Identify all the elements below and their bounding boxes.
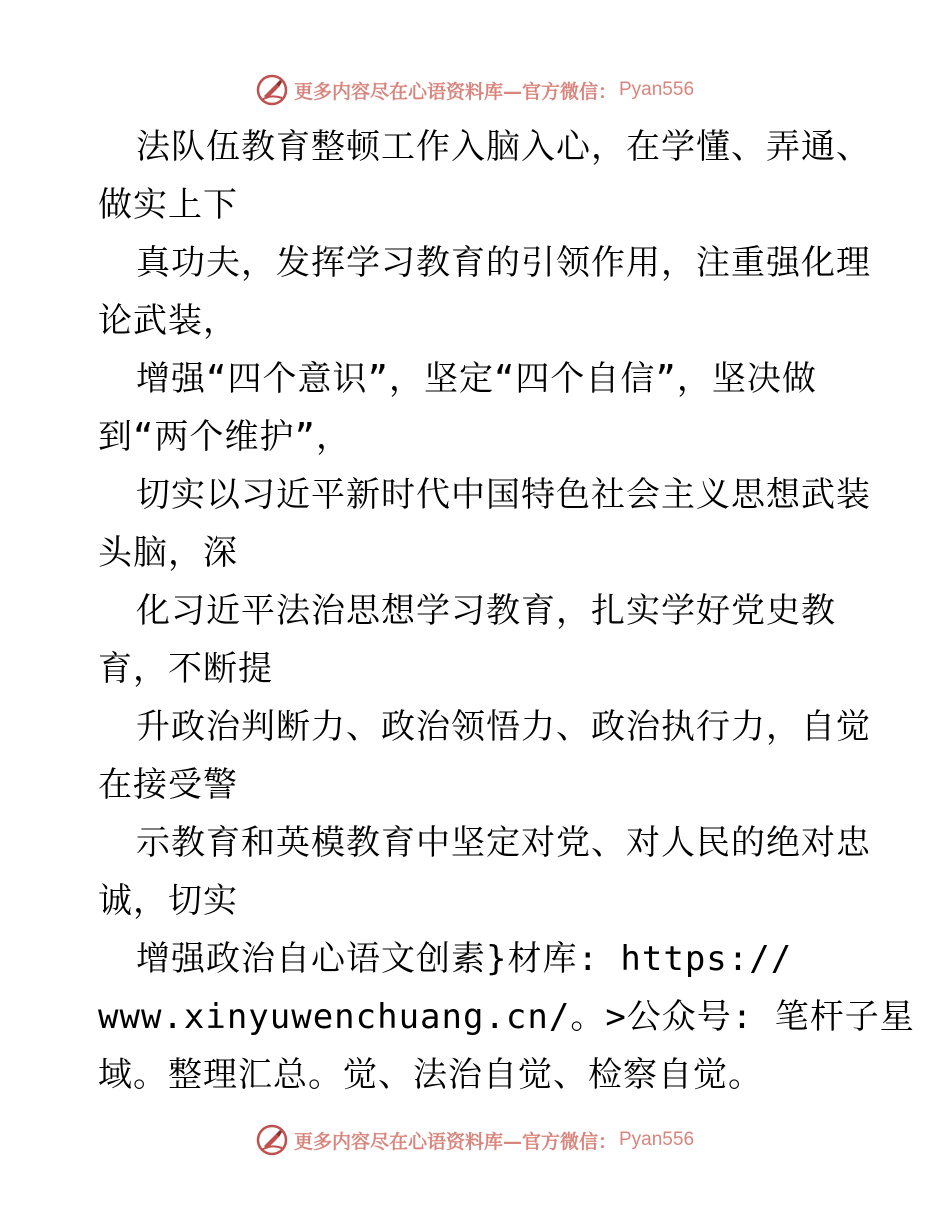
paragraph-1-line-2: 做实上下 [98,185,238,225]
paragraph-7-line-1: 示教育和英模教育中坚定对党、对人民的绝对忠 [136,823,871,863]
paragraph-5-line-2: 育，不断提 [98,649,273,689]
paragraph-5-line-1: 化习近平法治思想学习教育，扎实学好党史教 [136,591,836,631]
paragraph-4-line-2: 头脑，深 [98,533,238,573]
paragraph-2-line-1: 真功夫，发挥学习教育的引领作用，注重强化理 [136,243,871,283]
last-paragraph-line-1: 增强政治自心语文创素}材库: https:// [136,939,793,979]
paragraph-4-line-1: 切实以习近平新时代中国特色社会主义思想武装 [136,475,871,515]
pen-logo-icon [256,74,288,106]
footer-watermark [0,1120,950,1160]
watermark-text: 更多内容尽在心语资料库—官方微信： [293,80,617,103]
paragraph-2-line-2: 论武装， [98,301,238,341]
paragraph-6-line-2: 在接受警 [98,765,238,805]
paragraph-1-line-1: 法队伍教育整顿工作入脑入心，在学懂、弄通、 [136,127,871,167]
document-body [98,118,915,1104]
last-paragraph-line-3: 域。整理汇总。觉、法治自觉、检察自觉。 [98,1055,763,1095]
last-paragraph-line-2: www.xinyuwenchuang.cn/。>公众号: 笔杆子星 [98,997,915,1037]
watermark-wechat-id: Pyan556 [619,1129,695,1150]
paragraph-7-line-2: 诚，切实 [98,881,238,921]
pen-logo-icon [256,1124,288,1156]
paragraph-6-line-1: 升政治判断力、政治领悟力、政治执行力，自觉 [136,707,871,747]
watermark-wechat-id: Pyan556 [619,79,695,100]
paragraph-3-line-2: 到“两个维护”， [98,417,351,457]
watermark-text: 更多内容尽在心语资料库—官方微信： [293,1130,617,1153]
header-watermark [0,70,950,110]
paragraph-3-line-1: 增强“四个意识”，坚定“四个自信”，坚决做 [136,359,817,399]
